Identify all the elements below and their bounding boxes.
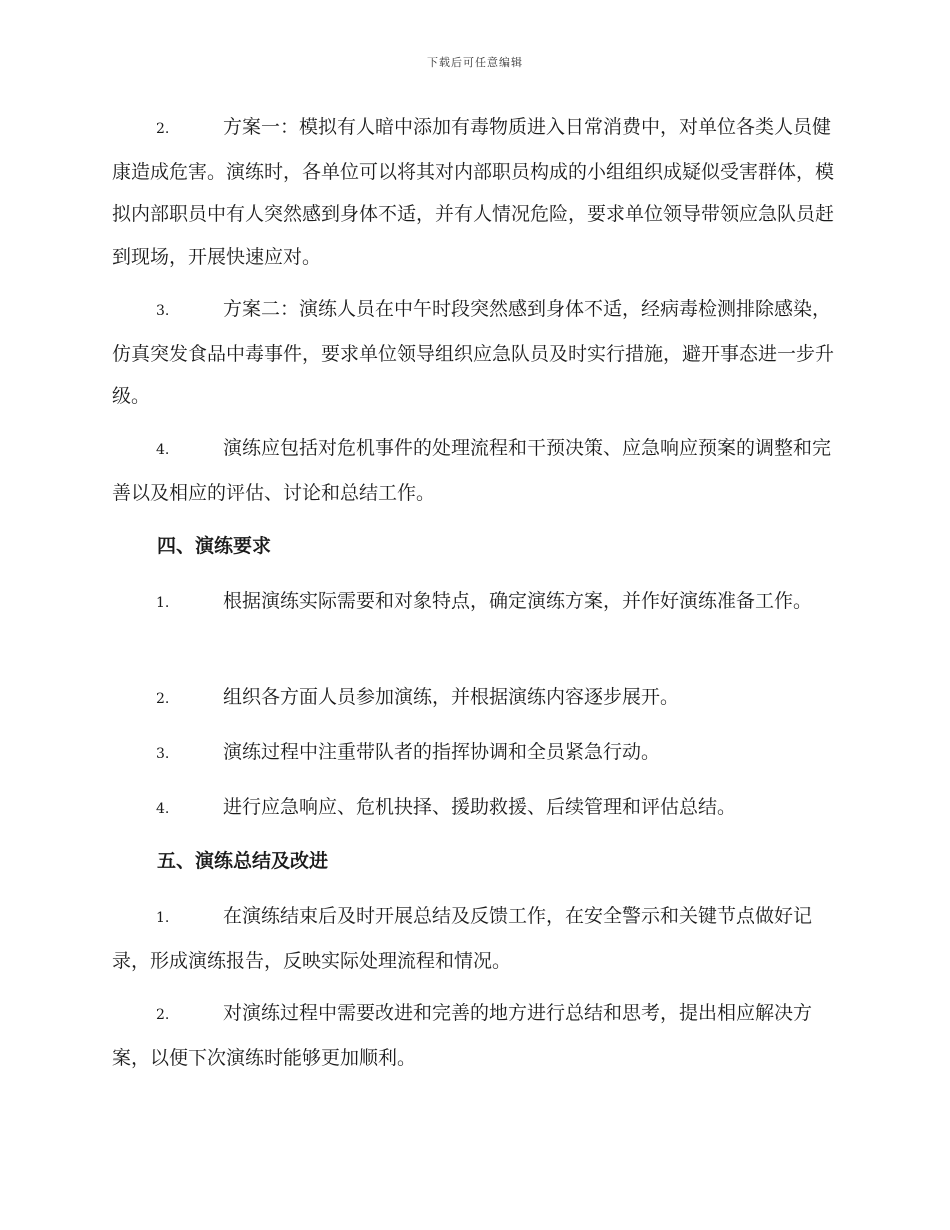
section-heading-summary: 五、演练总结及改进 xyxy=(157,850,329,872)
list-item-number: 2. xyxy=(156,691,170,707)
section-heading-requirements: 四、演练要求 xyxy=(157,535,272,557)
list-item-text: 方案一：模拟有人暗中添加有毒物质进入日常消费中，对单位各类人员健康造成危害。演练时，各单位可以将其对内部职员构成的小组组织成疑似受害群体，模拟内部职员中有人突然感到身体不适，并有人情况危险，要求单位领导带领应急队员赶到现场，开展快速应对。 xyxy=(112,116,835,268)
list-item-text: 对演练过程中需要改进和完善的地方进行总结和思考，提出相应解决方案，以便下次演练时能够更加顺利。 xyxy=(112,1002,813,1069)
list-item-text: 组织各方面人员参加演练，并根据演练内容逐步展开。 xyxy=(223,686,680,708)
list-item-requirement-1 xyxy=(112,580,838,625)
list-item-text: 根据演练实际需要和对象特点，确定演练方案，并作好演练准备工作。 xyxy=(223,590,813,612)
list-item-drill-content xyxy=(112,427,838,514)
list-item-text: 方案二：演练人员在中午时段突然感到身体不适，经病毒检测排除感染，仿真突发食品中毒事件，要求单位领导组织应急队员及时实行措施，避开事态进一步升级。 xyxy=(112,298,835,407)
list-item-plan-one xyxy=(112,106,838,278)
list-item-text: 进行应急响应、危机抉择、援助救援、后续管理和评估总结。 xyxy=(223,796,737,818)
list-item-summary-1 xyxy=(112,895,838,982)
list-item-number: 3. xyxy=(156,303,170,319)
list-item-number: 3. xyxy=(156,746,170,762)
list-item-text: 演练应包括对危机事件的处理流程和干预决策、应急响应预案的调整和完善以及相应的评估、讨论和总结工作。 xyxy=(112,437,832,504)
list-item-number: 1. xyxy=(156,595,170,611)
list-item-plan-two xyxy=(112,288,838,418)
list-item-number: 1. xyxy=(156,910,170,926)
list-item-number: 2. xyxy=(156,121,170,137)
list-item-number: 4. xyxy=(156,801,170,817)
list-item-number: 2. xyxy=(156,1007,170,1023)
list-item-requirement-2 xyxy=(112,676,838,721)
list-item-requirement-4 xyxy=(112,786,838,831)
list-item-text: 演练过程中注重带队者的指挥协调和全员紧急行动。 xyxy=(223,741,661,763)
list-item-summary-2 xyxy=(112,992,838,1079)
page-header: 下载后可任意编辑 xyxy=(427,56,523,69)
list-item-number: 4. xyxy=(156,442,170,458)
list-item-text: 在演练结束后及时开展总结及反馈工作，在安全警示和关键节点做好记录，形成演练报告，反映实际处理流程和情况。 xyxy=(112,905,813,972)
list-item-requirement-3 xyxy=(112,731,838,776)
